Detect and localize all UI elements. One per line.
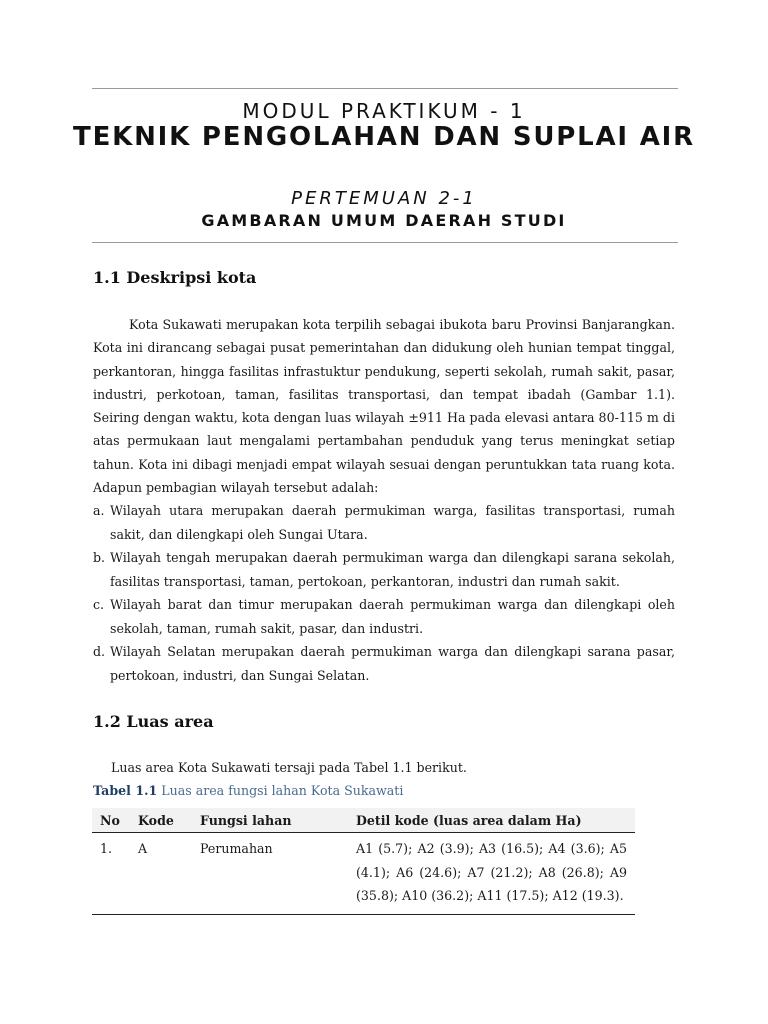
module-label: MODUL PRAKTIKUM - 1: [242, 99, 526, 123]
list-item-text: Wilayah barat dan timur merupakan daerah permukiman warga dan dilengkapi oleh sekolah, taman, rumah sakit, pasar, dan industri.: [110, 597, 675, 636]
body-paragraph: Kota Sukawati merupakan kota terpilih sebagai ibukota baru Provinsi Banjarangkan. Kota ini dirancang sebagai pusat pemerintahan dan didukung oleh hunian tempat tinggal, perkantoran, hingga fasilitas infrastuktur pendukung, seperti sekolah, rumah sakit, pasar, industri, perkotoan, taman, fasilitas transportasi, dan tempat ibadah (Gambar 1.1). Seiring dengan waktu, kota dengan luas wilayah ±911 Ha pada elevasi antara 80-115 m di atas permukaan laut mengalami pertambahan penduduk yang terus meningkat setiap tahun. Kota ini dibagi menjadi empat wilayah sesuai dengan peruntukkan tata ruang kota. Adapun pembagian wilayah tersebut adalah:: [93, 317, 675, 496]
table-cell-fungsi-lahan: Perumahan: [200, 841, 273, 856]
list-item-text: Wilayah utara merupakan daerah permukiman warga, fasilitas transportasi, rumah sakit, dan dilengkapi oleh Sungai Utara.: [110, 503, 675, 542]
table-cell-no: 1.: [100, 841, 113, 856]
table-caption-number: Tabel 1.1: [93, 783, 158, 798]
column-header-fungsi-lahan: Fungsi lahan: [192, 808, 348, 833]
list-item: [93, 499, 675, 546]
land-use-table: [92, 808, 635, 915]
meeting-label: PERTEMUAN 2-1: [291, 188, 477, 209]
section-heading-deskripsi-kota: 1.1 Deskripsi kota: [93, 268, 257, 287]
list-marker: d.: [93, 644, 106, 659]
list-item: [93, 546, 675, 593]
list-marker: b.: [93, 550, 106, 565]
table-caption: [93, 783, 403, 798]
list-marker: a.: [93, 503, 105, 518]
table-intro-text: Luas area Kota Sukawati tersaji pada Tabel 1.1 berikut.: [111, 760, 467, 775]
region-list: [93, 499, 675, 687]
column-header-no: No: [92, 808, 130, 833]
list-item-text: Wilayah tengah merupakan daerah permukiman warga dan dilengkapi sarana sekolah, fasilitas transportasi, taman, pertokoan, perkantoran, industri dan rumah sakit.: [110, 550, 675, 589]
table-cell-detil-kode: A1 (5.7); A2 (3.9); A3 (16.5); A4 (3.6); A5 (4.1); A6 (24.6); A7 (21.2); A8 (26.8); A9 (35.8); A10 (36.2); A11 (17.5); A12 (19.3).: [356, 841, 627, 903]
column-header-kode: Kode: [130, 808, 192, 833]
list-marker: c.: [93, 597, 105, 612]
document-title: TEKNIK PENGOLAHAN DAN SUPLAI AIR: [73, 122, 695, 152]
top-divider: [92, 88, 678, 89]
table-cell-kode: A: [138, 841, 148, 856]
list-item: [93, 640, 675, 687]
column-header-detil-kode: Detil kode (luas area dalam Ha): [348, 808, 635, 833]
table-caption-text: Luas area fungsi lahan Kota Sukawati: [161, 783, 404, 798]
table-header-row: [92, 808, 635, 833]
list-item-text: Wilayah Selatan merupakan daerah permukiman warga dan dilengkapi sarana pasar, pertokoan, industri, dan Sungai Selatan.: [110, 644, 675, 683]
header-divider: [92, 242, 678, 243]
section-heading-luas-area: 1.2 Luas area: [93, 712, 214, 731]
document-subtitle: GAMBARAN UMUM DAERAH STUDI: [201, 211, 567, 230]
table-row: [92, 833, 635, 915]
list-item: [93, 593, 675, 640]
